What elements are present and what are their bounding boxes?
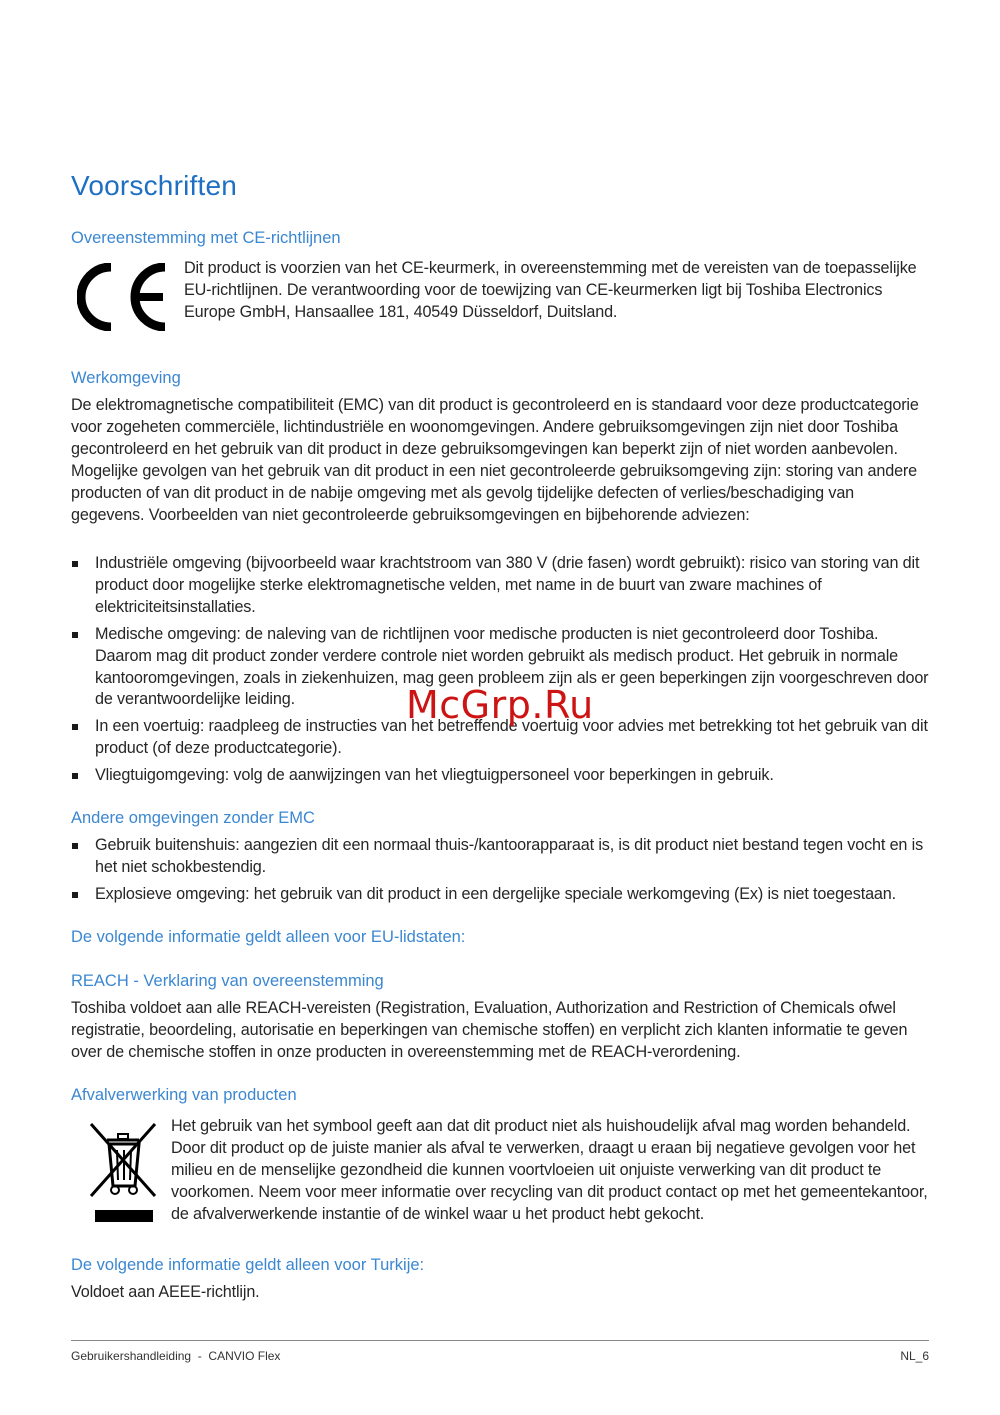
andere-list: [71, 835, 929, 911]
reach-heading: REACH - Verklaring van overeenstemming: [71, 972, 384, 990]
afval-paragraph: Het gebruik van het symbool geeft aan dat dit product niet als huishoudelijk afval mag worden behandeld. Door dit product op de juiste manier als afval te verwerken, draagt u eraan bij negatieve gevolgen voor het milieu en de menselijke gezondheid die kunnen voortvloeien uit onjuiste verwerking van dit product te voorkomen. Neem voor meer informatie over recycling van dit product contact op met het gemeentekantoor, de afvalverwerkende instantie of de winkel waar u het product hebt gekocht.: [171, 1117, 928, 1223]
ce-heading: Overeenstemming met CE-richtlijnen: [71, 229, 341, 247]
footer-page-number: NL_6: [900, 1349, 929, 1363]
ce-paragraph: Dit product is voorzien van het CE-keurmerk, in overeenstemming met de vereisten van de toepasselijke EU-richtlijnen. De verantwoording voor de toewijzing van CE-keurmerken ligt bij Toshiba Electronics Europe GmbH, Hansaallee 181, 40549 Düsseldorf, Duitsland.: [184, 259, 917, 321]
ce-mark-logo: [77, 263, 173, 331]
bullet-icon: [72, 724, 78, 730]
list-item: Explosieve omgeving: het gebruik van dit product in een dergelijke speciale werkomgeving (Ex) is niet toegestaan.: [71, 884, 929, 906]
list-item: Vliegtuigomgeving: volg de aanwijzingen van het vliegtuigpersoneel voor beperkingen in gebruik.: [71, 765, 929, 787]
list-item: Gebruik buitenshuis: aangezien dit een normaal thuis-/kantoorapparaat is, is dit product niet bestand tegen vocht en is het niet schokbestendig.: [71, 835, 929, 879]
footer-document-title: Gebruikershandleiding - CANVIO Flex: [71, 1349, 281, 1363]
footer-divider: [71, 1340, 929, 1341]
list-item: In een voertuig: raadpleeg de instructies van het betreffende voertuig voor advies met betrekking tot het gebruik van dit product (of deze productcategorie).: [71, 716, 929, 760]
andere-heading: Andere omgevingen zonder EMC: [71, 809, 315, 827]
werkomgeving-list: [71, 553, 929, 792]
bullet-icon: [72, 773, 78, 779]
werkomgeving-heading: Werkomgeving: [71, 369, 181, 387]
watermark-text: McGrp.Ru: [406, 683, 594, 727]
reach-paragraph: Toshiba voldoet aan alle REACH-vereisten (Registration, Evaluation, Authorization and Restriction of Chemicals ofwel registratie, beoordeling, autorisatie en beperkingen van chemische stoffen) en verplicht zich klanten informatie te geven over de chemische stoffen in onze producten in overeenstemming met de REACH-verordening.: [71, 999, 908, 1061]
werkomgeving-paragraph: De elektromagnetische compatibiliteit (EMC) van dit product is gecontroleerd en is standaard voor deze productcategorie voor zogeheten commerciële, lichtindustriële en woonomgevingen. Andere gebruiksomgevingen zijn niet door Toshiba gecontroleerd en het gebruik van dit product in deze gebruiksomgevingen kan beperkt zijn of niet worden aanbevolen. Mogelijke gevolgen van het gebruik van dit product in een niet gecontroleerde gebruiksomgeving zijn: storing van andere producten of van dit product in de nabije omgeving met als gevolg tijdelijke defecten of verlies/beschadiging van gegevens. Voorbeelden van niet gecontroleerde gebruiksomgevingen en bijbehorende adviezen:: [71, 396, 919, 524]
list-item: Industriële omgeving (bijvoorbeeld waar krachtstroom van 380 V (drie fasen) wordt gebruikt): risico van storing van dit product door mogelijke sterke elektromagnetische velden, met name in de buurt van zware machines of elektriciteitsinstallaties.: [71, 553, 929, 619]
weee-bin-icon: [87, 1120, 159, 1226]
bullet-icon: [72, 561, 78, 567]
page-title: Voorschriften: [71, 170, 238, 201]
bullet-icon: [72, 892, 78, 898]
page: [71, 0, 929, 1415]
turkije-heading: De volgende informatie geldt alleen voor Turkije:: [71, 1256, 425, 1274]
list-item: Medische omgeving: de naleving van de richtlijnen voor medische producten is niet gecontroleerd door Toshiba. Daarom mag dit product zonder verdere controle niet worden gebruikt als medisch product. Het gebruik in normale kantooromgevingen, zoals in ziekenhuizen, mag geen probleem zijn als er geen beperkingen zijn voorgeschreven door de verantwoordelijke leiding.: [71, 624, 929, 712]
afval-heading: Afvalverwerking van producten: [71, 1086, 297, 1104]
bullet-icon: [72, 843, 78, 849]
eu-heading: De volgende informatie geldt alleen voor EU-lidstaten:: [71, 928, 466, 946]
bullet-icon: [72, 632, 78, 638]
turkije-paragraph: Voldoet aan AEEE-richtlijn.: [71, 1283, 260, 1301]
